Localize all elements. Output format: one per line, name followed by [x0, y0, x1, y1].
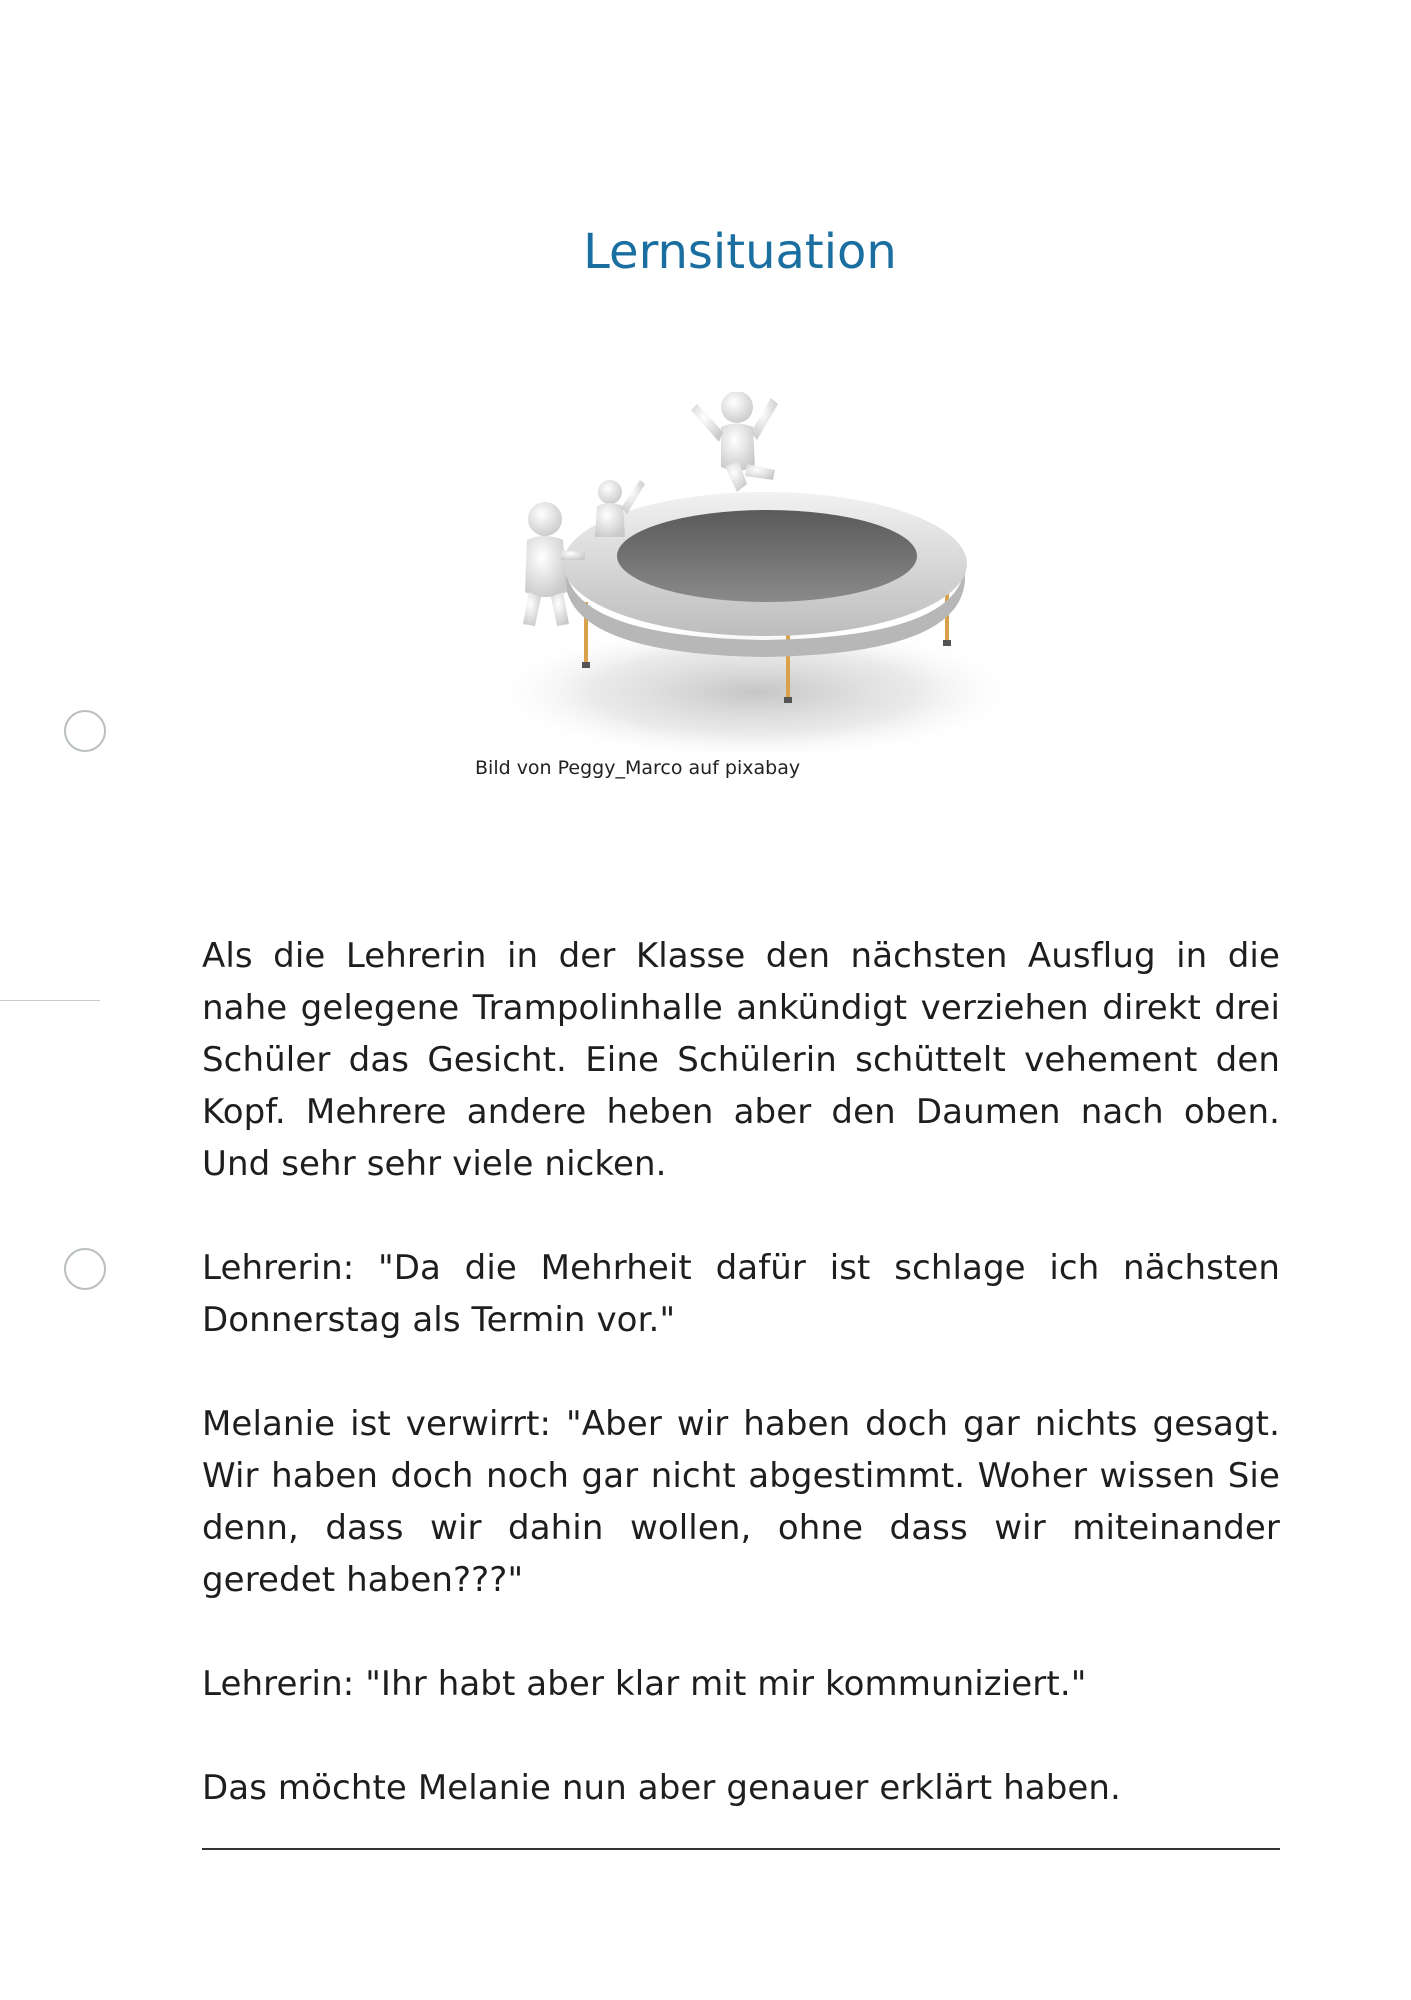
paragraph: Lehrerin: "Ihr habt aber klar mit mir kommuniziert."	[202, 1664, 1087, 1704]
paragraph: Das möchte Melanie nun aber genauer erklärt haben.	[202, 1768, 1121, 1808]
bottom-divider	[202, 1848, 1280, 1850]
story-text	[202, 930, 1280, 1814]
paragraph: Als die Lehrerin in der Klasse den nächsten Ausflug in die nahe gelegene Trampolinhalle ankündigt verziehen direkt drei Schüler das Gesicht. Eine Schülerin schüttelt vehement den Kopf. Mehrere andere heben aber den Daumen nach oben. Und sehr sehr viele nicken.	[202, 936, 1280, 1184]
punch-hole-marker	[64, 1248, 106, 1290]
image-caption: Bild von Peggy_Marco auf pixabay	[475, 757, 801, 779]
punch-hole-marker	[64, 710, 106, 752]
trampoline-figures-illustration	[475, 392, 1007, 752]
paragraph: Melanie ist verwirrt: "Aber wir haben doch gar nichts gesagt. Wir haben doch noch gar nicht abgestimmt. Woher wissen Sie denn, dass wir dahin wollen, ohne dass wir miteinander geredet haben???"	[202, 1404, 1280, 1600]
paragraph: Lehrerin: "Da die Mehrheit dafür ist schlage ich nächsten Donnerstag als Termin vor."	[202, 1248, 1280, 1340]
page-title: Lernsituation	[583, 224, 897, 280]
fold-mark	[0, 1000, 100, 1001]
trampoline-illustration	[475, 392, 1007, 752]
